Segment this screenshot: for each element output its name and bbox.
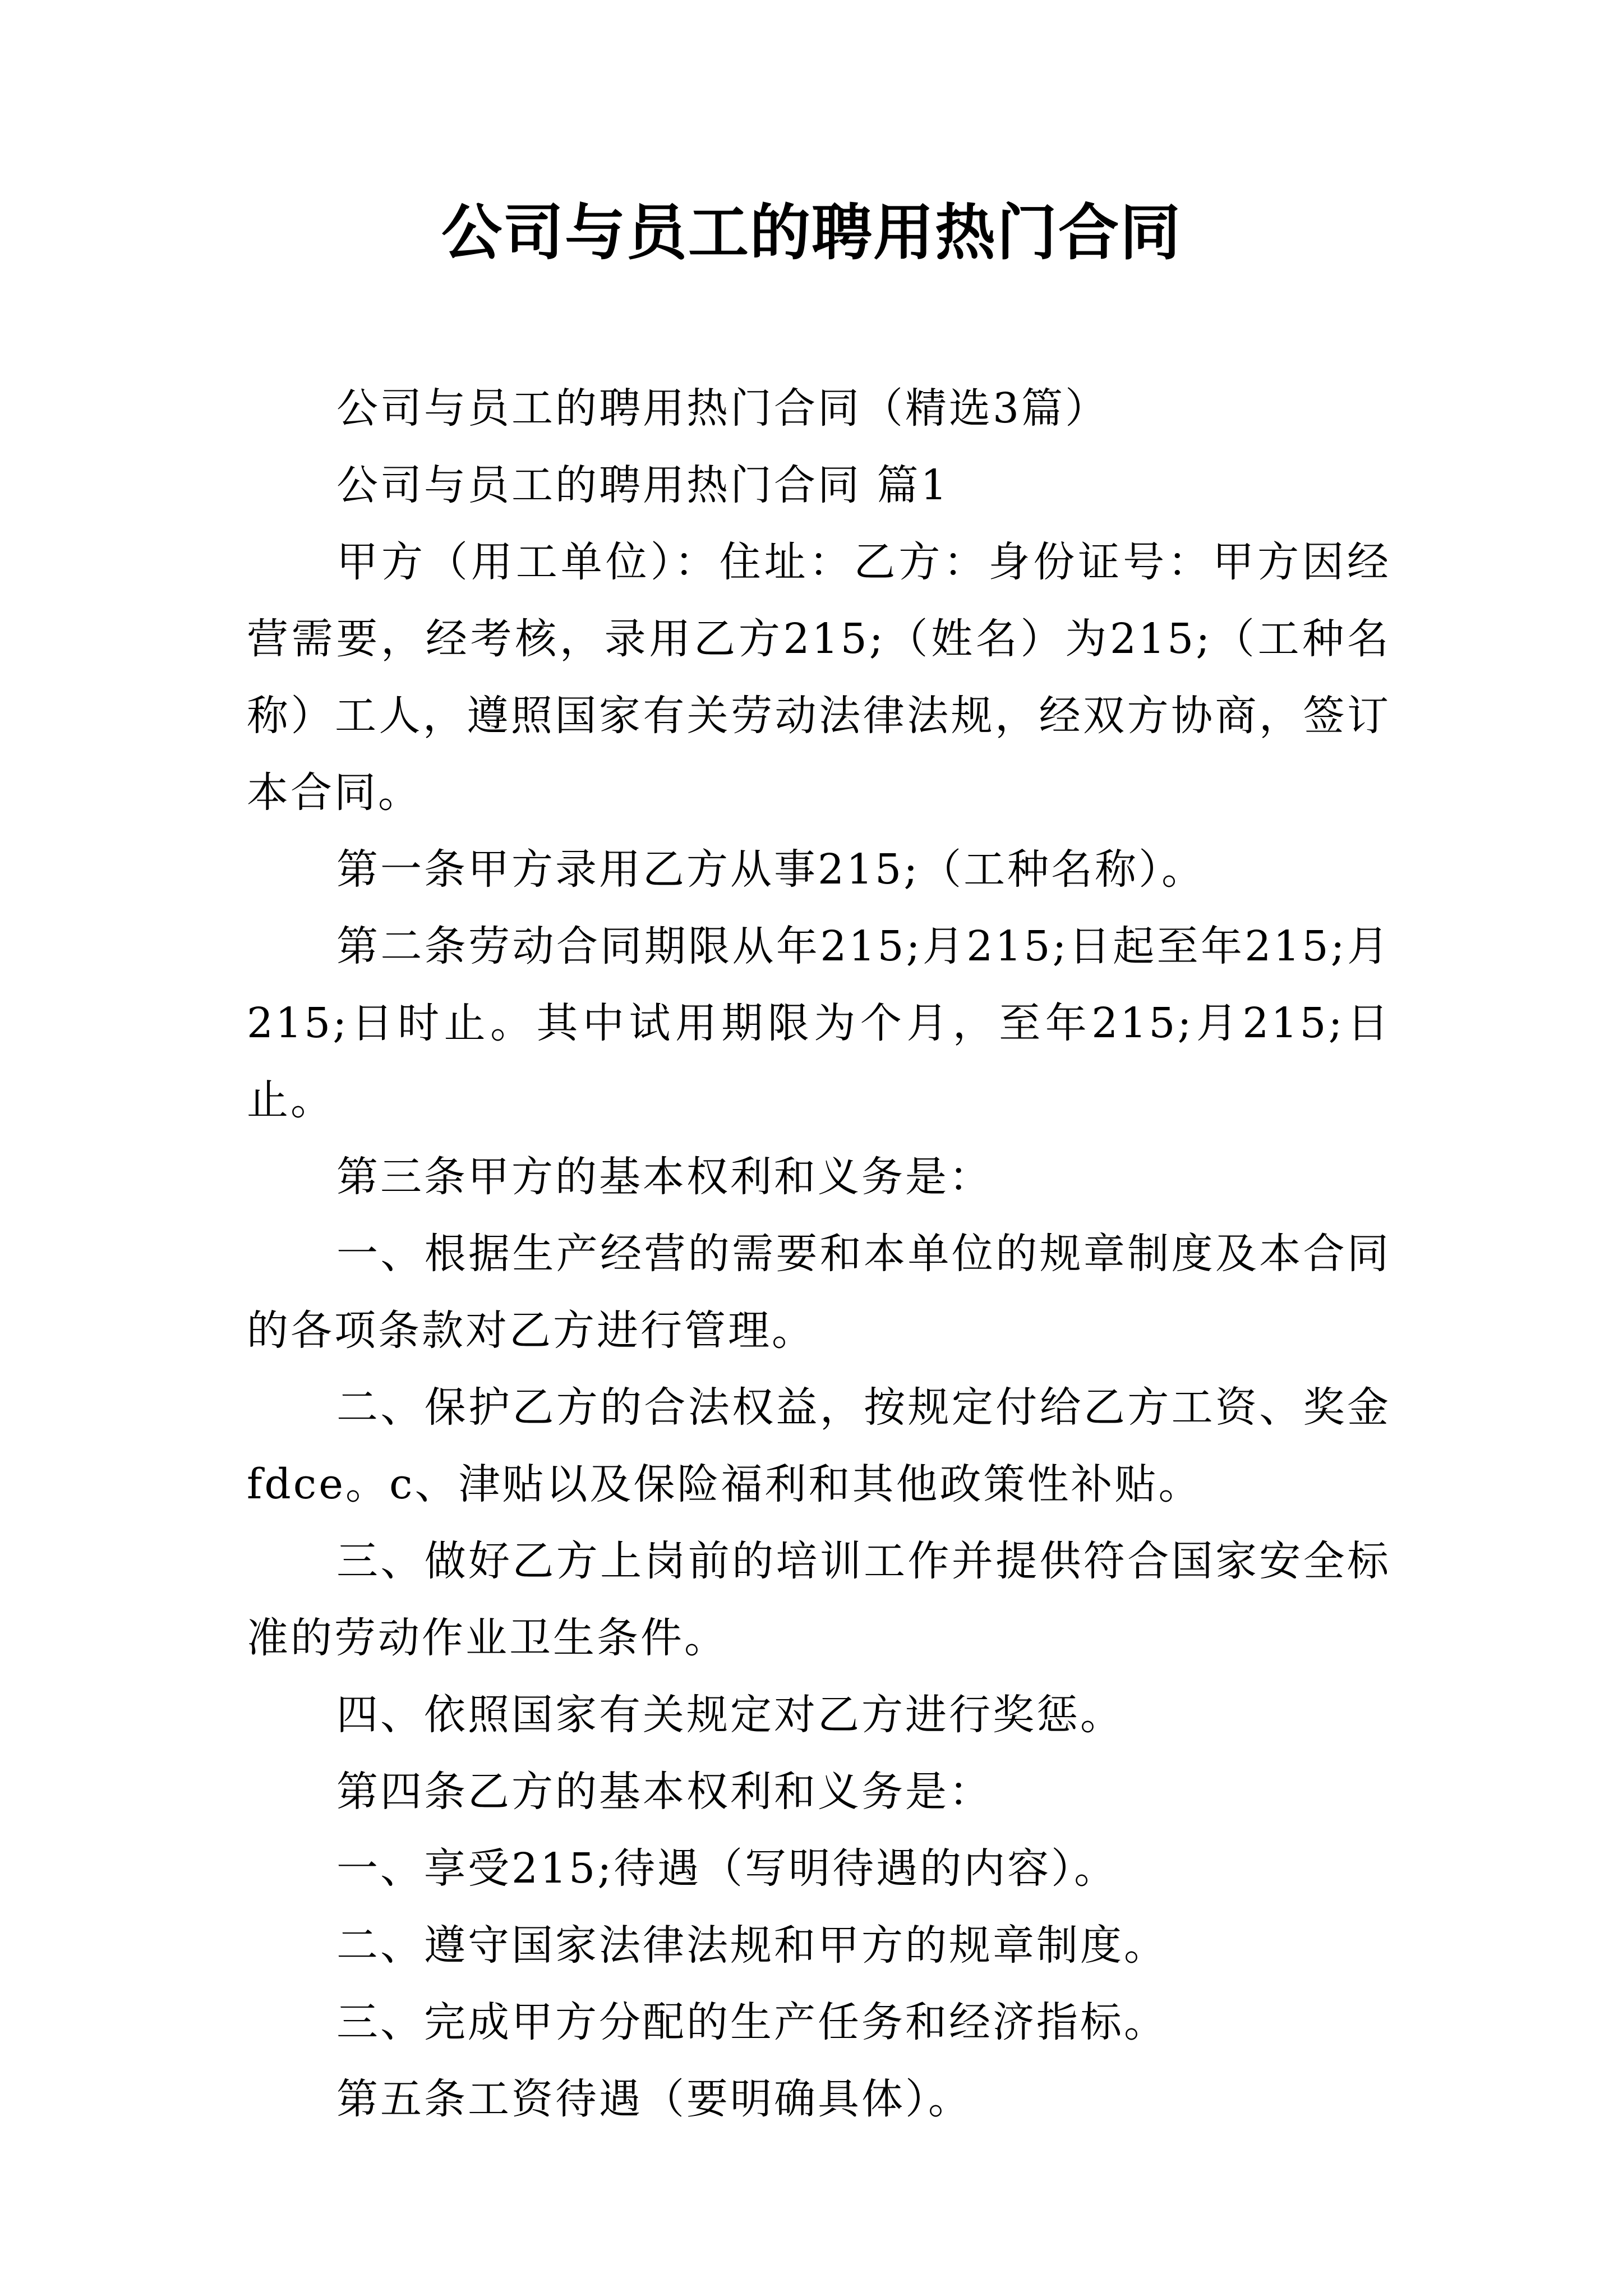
- paragraph-article-5: 第五条工资待遇（要明确具体）。: [336, 2075, 972, 2123]
- paragraph-article-4-item-2: 二、遵守国家法律法规和甲方的规章制度。: [336, 1921, 1168, 1970]
- paragraph-parties: 甲方（用工单位）：住址：乙方：身份证号：甲方因经营需要，经考核，录用乙方215;（姓名）为215;（工种名称）工人，遵照国家有关劳动法律法规，经双方协商，签订本合同。: [247, 538, 1391, 817]
- paragraph-article-4-item-3: 三、完成甲方分配的生产任务和经济指标。: [336, 1998, 1168, 2046]
- paragraph-article-3: 第三条甲方的基本权利和义务是：: [336, 1153, 993, 1201]
- paragraph-article-2: 第二条劳动合同期限从年215;月215;日起至年215;月215;日时止。其中试用期限为个月，至年215;月215;日止。: [247, 922, 1391, 1124]
- paragraph-section-heading: 公司与员工的聘用热门合同 篇1: [336, 461, 949, 509]
- paragraph-article-4: 第四条乙方的基本权利和义务是：: [336, 1768, 993, 1816]
- document-body: [247, 370, 1391, 2138]
- paragraph-article-1: 第一条甲方录用乙方从事215;（工种名称）。: [336, 845, 1206, 894]
- paragraph-article-3-item-4: 四、依照国家有关规定对乙方进行奖惩。: [336, 1691, 1124, 1739]
- paragraph-article-3-item-2: 二、保护乙方的合法权益，按规定付给乙方工资、奖金fdce。c、津贴以及保险福利和其他政策性补贴。: [247, 1383, 1391, 1508]
- document-title: 公司与员工的聘用热门合同: [441, 197, 1182, 268]
- paragraph-article-3-item-1: 一、根据生产经营的需要和本单位的规章制度及本合同的各项条款对乙方进行管理。: [247, 1230, 1391, 1355]
- paragraph-subtitle: 公司与员工的聘用热门合同（精选3篇）: [336, 384, 1109, 432]
- paragraph-article-3-item-3: 三、做好乙方上岗前的培训工作并提供符合国家安全标准的劳动作业卫生条件。: [247, 1537, 1391, 1662]
- paragraph-article-4-item-1: 一、享受215;待遇（写明待遇的内容）。: [336, 1844, 1118, 1893]
